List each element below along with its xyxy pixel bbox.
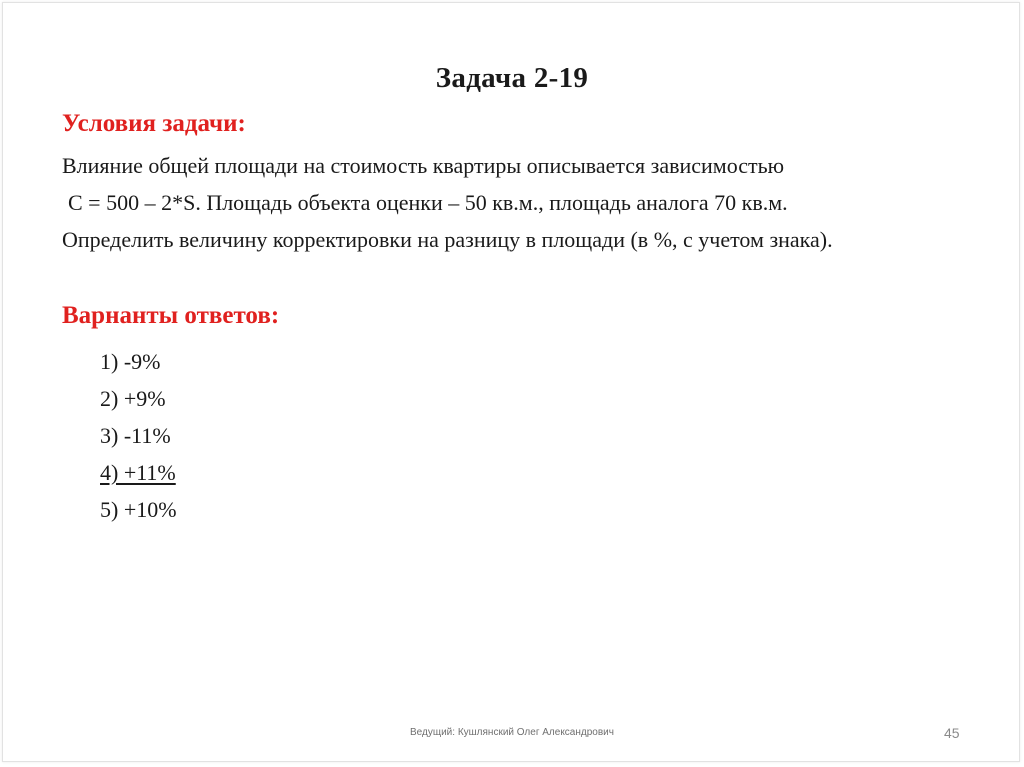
answers-heading: Варнанты ответов: (62, 302, 280, 329)
condition-line-3: Определить величину корректировки на разницу в площади (в %, с учетом знака). (62, 227, 833, 252)
slide-title: Задача 2-19 (435, 62, 589, 94)
condition-line-2: C = 500 – 2*S. Площадь объекта оценки – 50 кв.м., площадь аналога 70 кв.м. (68, 190, 788, 215)
answer-option-2: 2) +9% (100, 386, 166, 411)
footer-presenter: Ведущий: Кушлянский Олег Александрович (410, 727, 614, 738)
page-number: 45 (944, 725, 960, 741)
answer-option-4-correct: 4) +11% (100, 460, 176, 485)
conditions-heading: Условия задачи: (62, 110, 246, 137)
answer-option-5: 5) +10% (100, 497, 177, 522)
answer-option-3: 3) -11% (100, 423, 171, 448)
condition-line-1: Влияние общей площади на стоимость квартиры описывается зависимостью (62, 153, 785, 178)
answer-option-1: 1) -9% (100, 349, 161, 374)
